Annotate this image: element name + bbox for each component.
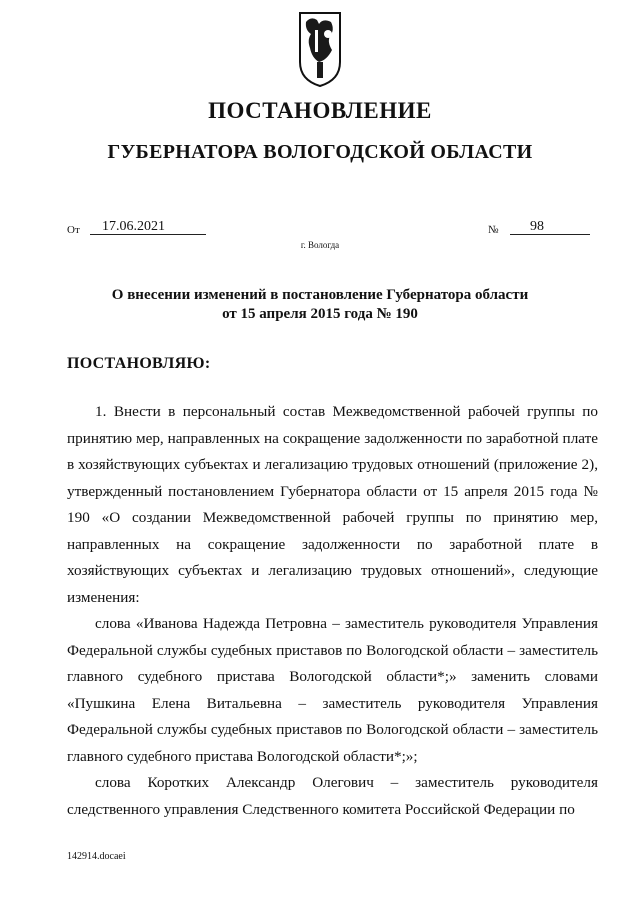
- subject-line-1: О внесении изменений в постановление Губернатора области: [111, 287, 529, 303]
- decree-heading: ПОСТАНОВЛЯЮ:: [67, 355, 211, 372]
- number-prefix: №: [488, 224, 499, 236]
- paragraph: слова «Иванова Надежда Петровна – заместитель руководителя Управления Федеральной службы судебных приставов по Вологодской области – заместитель главного судебного пристава Вологодской области*;» заменить словами «Пушкина Елена Витальевна – заместитель руководителя Управления Федеральной службы судебных приставов по Вологодской области – заместитель главного судебного пристава Вологодской области*;»;: [67, 615, 598, 765]
- document-subtitle: ГУБЕРНАТОРА ВОЛОГОДСКОЙ ОБЛАСТИ: [107, 141, 533, 163]
- document-title: ПОСТАНОВЛЕНИЕ: [208, 98, 432, 123]
- city-label: г. Вологда: [300, 240, 340, 250]
- number-field: 98: [510, 220, 590, 235]
- coat-of-arms-icon: [297, 10, 343, 88]
- subject-line-2: от 15 апреля 2015 года № 190: [222, 306, 418, 322]
- date-field: 17.06.2021: [90, 220, 206, 235]
- document-body: [67, 399, 598, 823]
- document-subject: [0, 286, 640, 324]
- document-code: 142914.docaei: [67, 851, 126, 862]
- paragraph: 1. Внести в персональный состав Межведомственной рабочей группы по принятию мер, направленных на сокращение задолженности по заработной плате в хозяйствующих субъектах и легализацию трудовых отношений (приложение 2), утвержденный постановлением Губернатора области от 15 апреля 2015 года № 190 «О создании Межведомственной рабочей группы по принятию мер, направленных на сокращение задолженности по заработной плате в хозяйствующих субъектах и легализацию трудовых отношений», следующие изменения:: [67, 403, 598, 606]
- paragraph: слова Коротких Александр Олегович – заместитель руководителя следственного управления Следственного комитета Российской Федерации по: [67, 774, 598, 818]
- date-prefix: От: [67, 224, 80, 236]
